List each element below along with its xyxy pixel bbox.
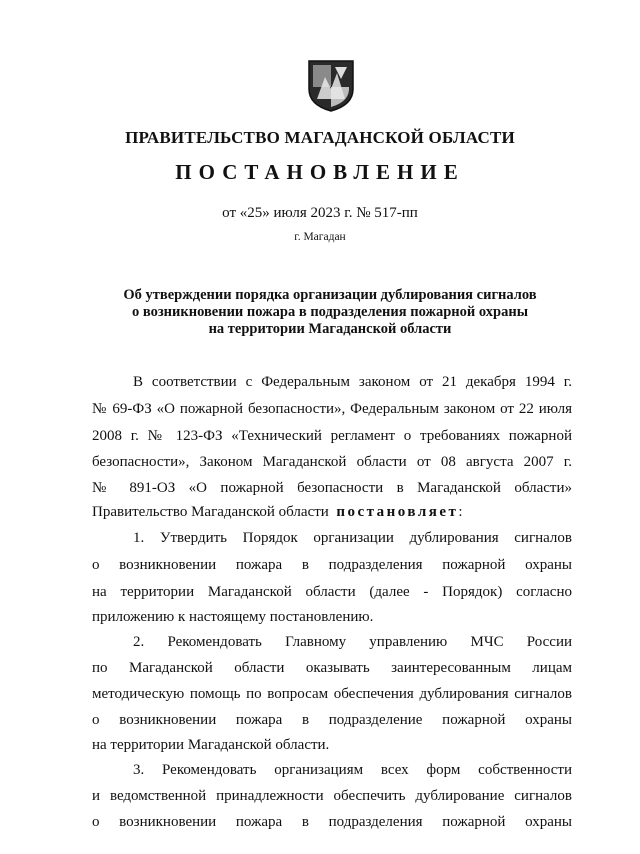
document-city: г. Магадан bbox=[294, 231, 346, 243]
document-title bbox=[90, 287, 570, 338]
item-1-line: о возникновении пожара в подразделения пожарной охраны bbox=[92, 557, 572, 573]
item-3-line: и ведомственной принадлежности обеспечить дублирование сигналов bbox=[92, 788, 572, 804]
government-name: ПРАВИТЕЛЬСТВО МАГАДАНСКОЙ ОБЛАСТИ bbox=[125, 128, 515, 147]
item-2-line: о возникновении пожара в подразделение пожарной охраны bbox=[92, 712, 572, 728]
body-line: безопасности», Законом Магаданской области от 08 августа 2007 г. bbox=[92, 454, 572, 470]
body-line: В соответствии с Федеральным законом от 21 декабря 1994 г. bbox=[133, 374, 572, 390]
item-1-line: 1. Утвердить Порядок организации дублирования сигналов bbox=[133, 530, 572, 546]
item-1-line: на территории Магаданской области (далее - Порядок) согласно bbox=[92, 584, 572, 600]
item-1-line: приложению к настоящему постановлению. bbox=[92, 609, 374, 625]
body-line: № 69-ФЗ «О пожарной безопасности», Федеральным законом от 22 июля bbox=[92, 401, 572, 417]
decree-subject: Правительство Магаданской области bbox=[92, 504, 329, 520]
document-date-number: от «25» июля 2023 г. № 517-пп bbox=[222, 205, 418, 221]
item-3-line: о возникновении пожара в подразделения пожарной охраны bbox=[92, 814, 572, 830]
body-line: 2008 г. № 123-ФЗ «Технический регламент о требованиях пожарной bbox=[92, 428, 572, 444]
decree-line bbox=[92, 504, 572, 521]
item-2-line: по Магаданской области оказывать заинтересованным лицам bbox=[92, 660, 572, 676]
body-line: № 891-ОЗ «О пожарной безопасности в Магаданской области» bbox=[92, 480, 572, 496]
title-line: Об утверждении порядка организации дублирования сигналов bbox=[123, 287, 537, 303]
item-2-line: методическую помощь по вопросам обеспечения дублирования сигналов bbox=[92, 686, 572, 702]
decree-verb: постановляет bbox=[336, 504, 459, 520]
document-type: ПОСТАНОВЛЕНИЕ bbox=[175, 160, 465, 184]
title-line: о возникновении пожара в подразделения пожарной охраны bbox=[131, 304, 529, 320]
coat-of-arms-emblem bbox=[307, 59, 355, 113]
item-2-line: на территории Магаданской области. bbox=[92, 737, 330, 753]
item-2-line: 2. Рекомендовать Главному управлению МЧС России bbox=[133, 634, 572, 650]
title-line: на территории Магаданской области bbox=[208, 321, 452, 337]
item-3-line: 3. Рекомендовать организациям всех форм собственности bbox=[133, 762, 572, 778]
decree-colon: : bbox=[458, 504, 463, 520]
